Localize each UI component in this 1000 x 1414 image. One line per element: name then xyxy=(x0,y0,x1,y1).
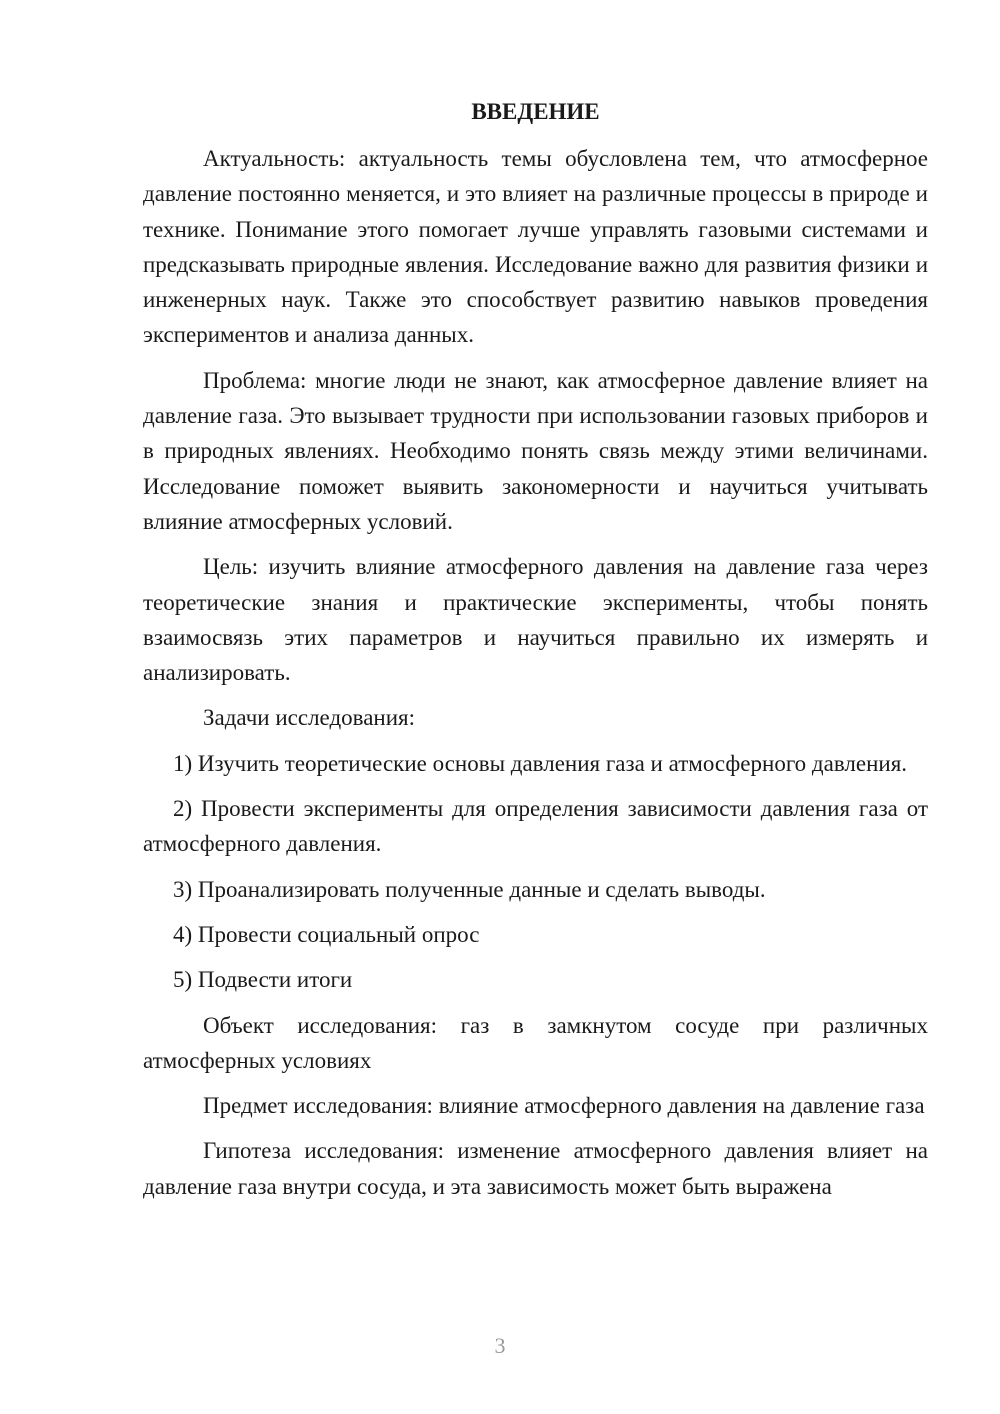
page-number: 3 xyxy=(494,1333,506,1358)
tasks-heading: Задачи исследования: xyxy=(203,705,416,731)
subject-paragraph: Предмет исследования: влияние атмосферного давления на давление газа xyxy=(203,1093,925,1119)
section-title: ВВЕДЕНИЕ xyxy=(471,99,600,124)
task-item-3: 3) Проанализировать полученные данные и сделать выводы. xyxy=(173,876,766,902)
relevance-paragraph: Актуальность: актуальность темы обусловлена тем, что атмосферное давление постоянно меняется, и это влияет на различные процессы в природе и технике. Понимание этого помогает лучше управлять газовыми системами и предсказывать природные явления. Исследование важно для развития физики и инженерных наук. Также это способствует развитию навыков проведения экспериментов и анализа данных. xyxy=(143,146,928,348)
problem-paragraph: Проблема: многие люди не знают, как атмосферное давление влияет на давление газа. Это вызывает трудности при использовании газовых приборов и в природных явлениях. Необходимо понять связь между этими величинами. Исследование поможет выявить закономерности и научиться учитывать влияние атмосферных условий. xyxy=(143,367,928,534)
page-content xyxy=(143,94,928,1214)
task-item-5: 5) Подвести итоги xyxy=(173,967,353,993)
object-paragraph: Объект исследования: газ в замкнутом сосуде при различных атмосферных условиях xyxy=(143,1012,928,1073)
task-item-2: 2) Провести эксперименты для определения зависимости давления газа от атмосферного давления. xyxy=(143,796,928,857)
task-item-1: 1) Изучить теоретические основы давления газа и атмосферного давления. xyxy=(173,750,908,776)
hypothesis-paragraph: Гипотеза исследования: изменение атмосферного давления влияет на давление газа внутри сосуда, и эта зависимость может быть выражена xyxy=(143,1138,928,1199)
goal-paragraph: Цель: изучить влияние атмосферного давления на давление газа через теоретические знания и практические эксперименты, чтобы понять взаимосвязь этих параметров и научиться правильно их измерять и анализировать. xyxy=(143,554,928,686)
task-item-4: 4) Провести социальный опрос xyxy=(173,921,480,947)
